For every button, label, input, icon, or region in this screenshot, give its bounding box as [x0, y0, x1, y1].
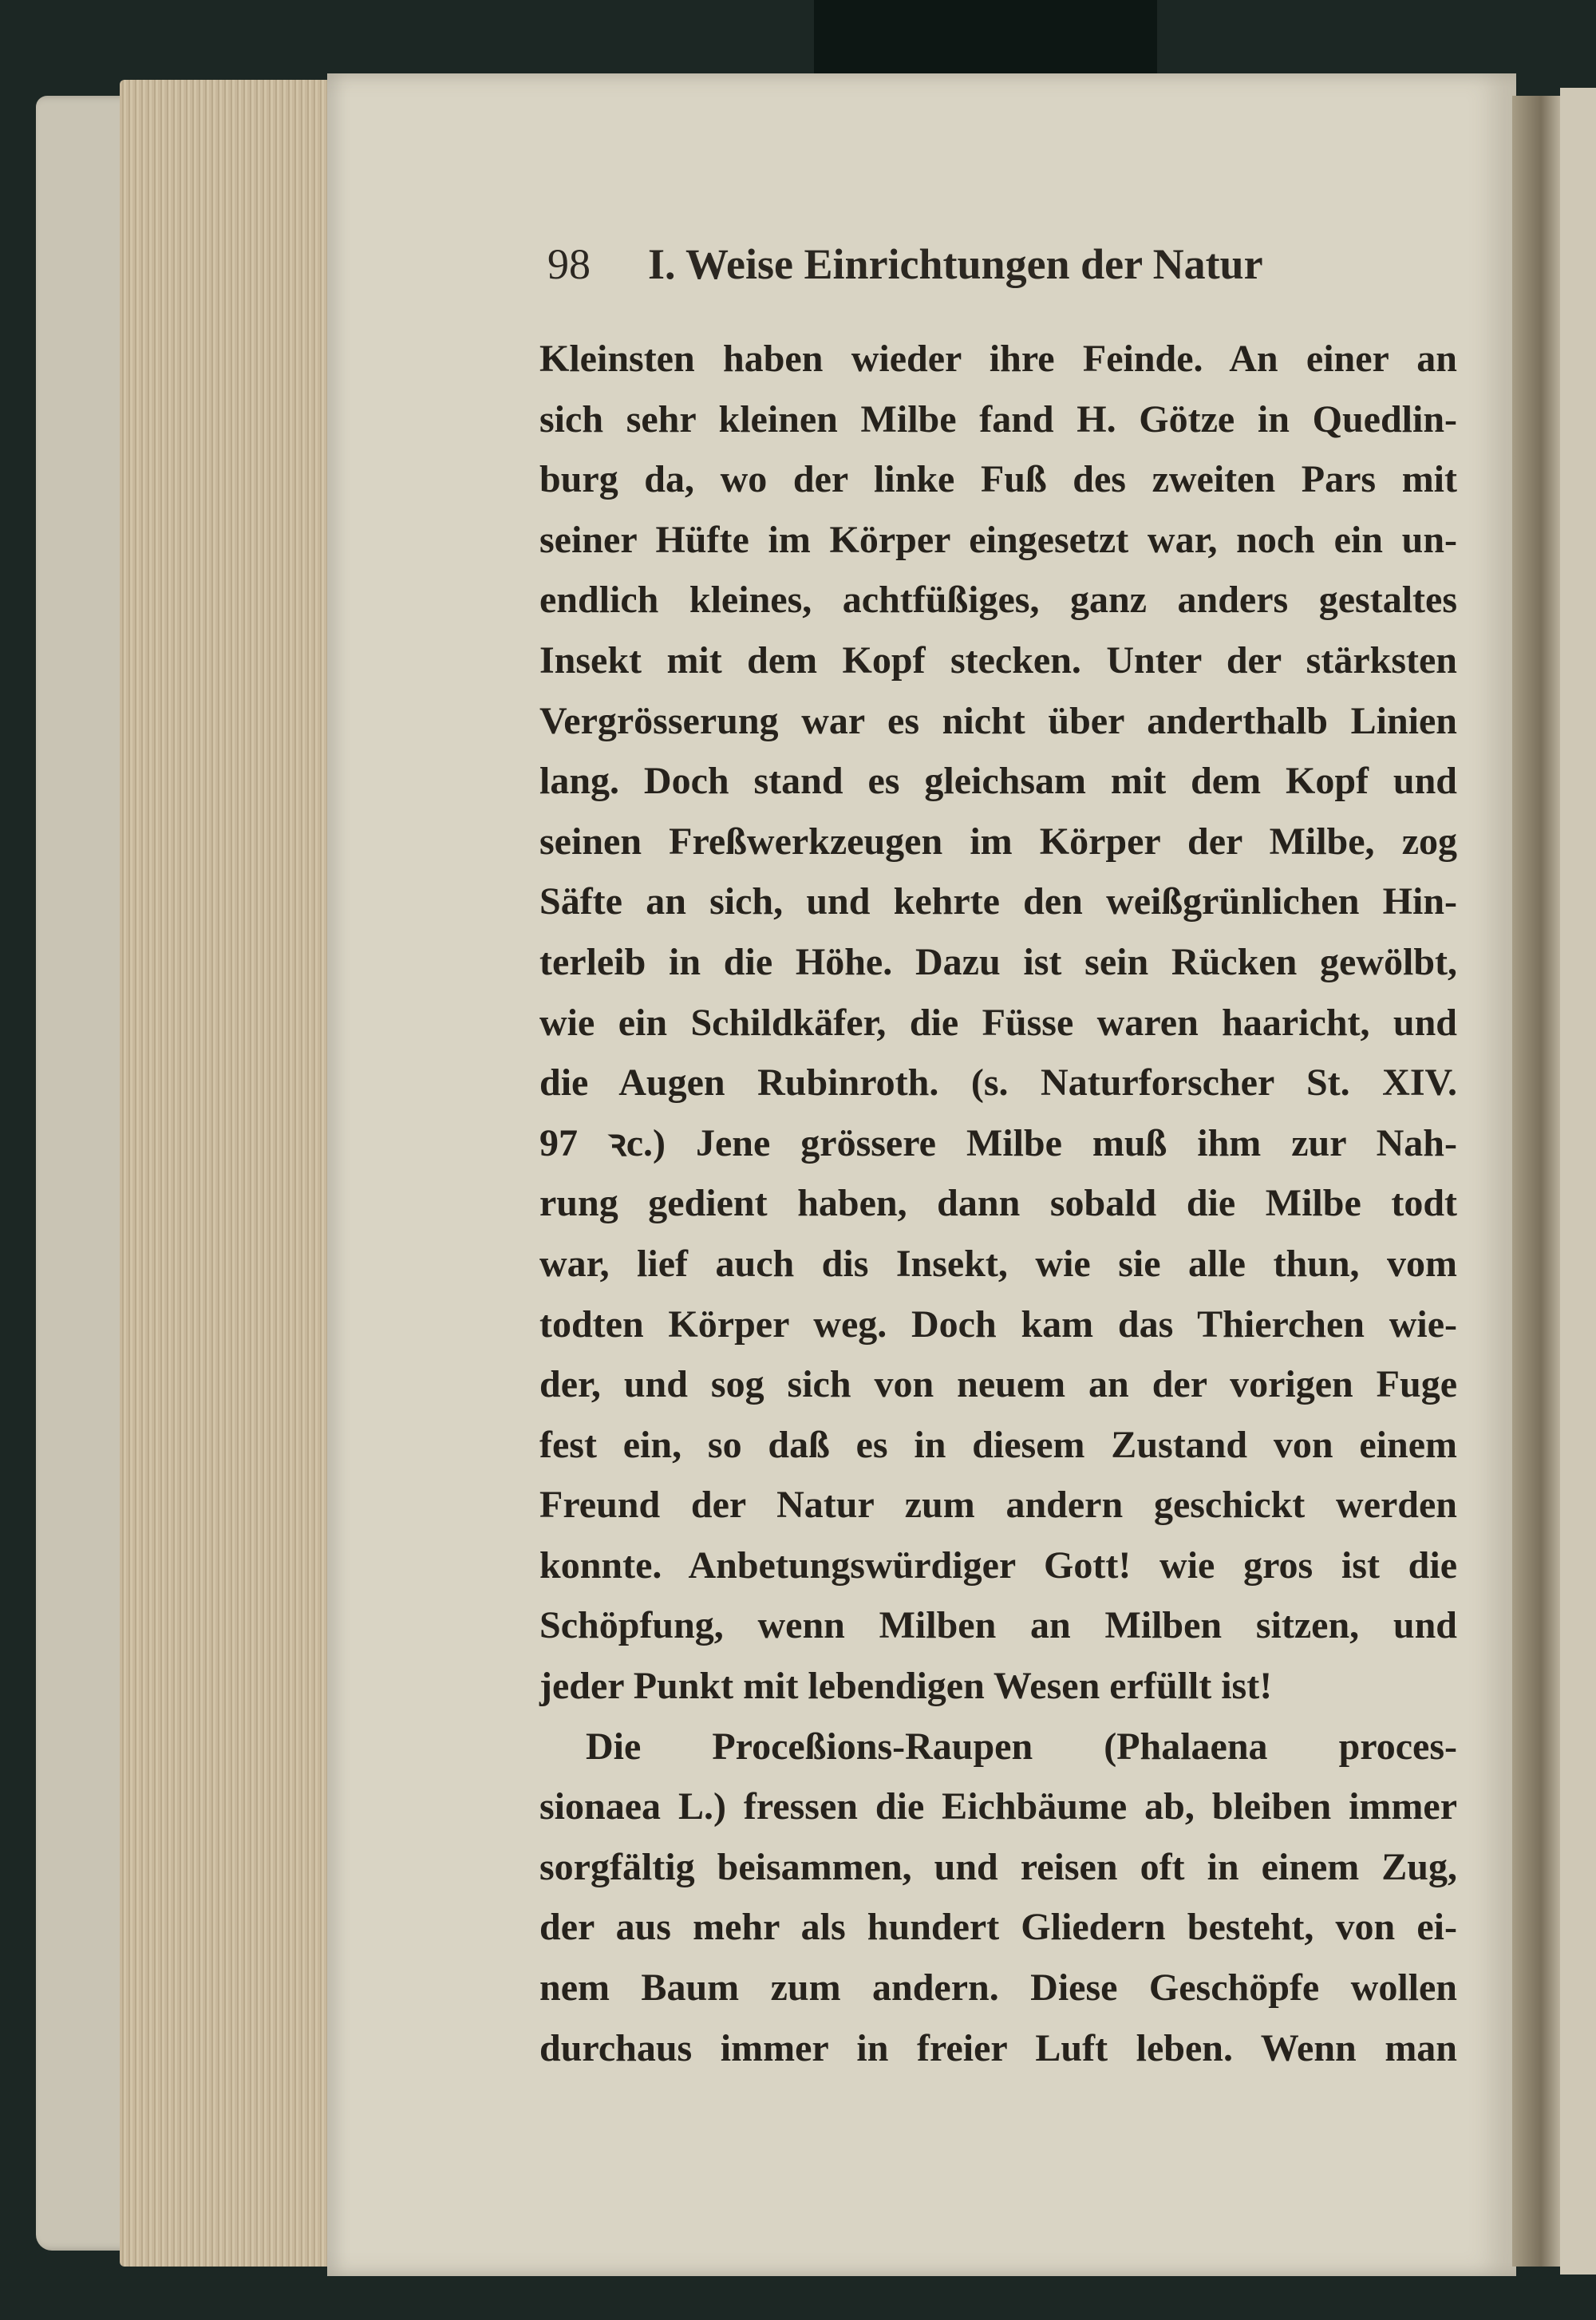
text-line: sorgfältig beisammen, und reisen oft in einem Zug,: [539, 1845, 1457, 1888]
text-line: seiner Hüfte im Körper eingesetzt war, noch ein un-: [539, 518, 1457, 561]
text-line: sich sehr kleinen Milbe fand H. Götze in Quedlin-: [539, 397, 1457, 441]
text-line: Die Proceßions-Raupen (Phalaena proces-: [586, 1725, 1457, 1768]
text-line: endlich kleines, achtfüßiges, ganz anders gestaltes: [539, 579, 1457, 622]
book-gutter: [1512, 96, 1560, 2267]
text-line: wie ein Schildkäfer, die Füsse waren haaricht, und: [539, 1001, 1457, 1044]
text-line: Säfte an sich, und kehrte den weißgrünlichen Hin-: [539, 880, 1457, 923]
text-line: Vergrösserung war es nicht über anderthalb Linien: [539, 699, 1457, 742]
text-line: sionaea L.) fressen die Eichbäume ab, bleiben immer: [539, 1785, 1457, 1828]
text-line: Schöpfung, wenn Milben an Milben sitzen, und: [539, 1604, 1457, 1647]
text-line: jeder Punkt mit lebendigen Wesen erfüllt ist!: [539, 1665, 1273, 1708]
text-line: fest ein, so daß es in diesem Zustand von einem: [539, 1423, 1457, 1466]
text-line: konnte. Anbetungswürdiger Gott! wie gros ist die: [539, 1543, 1457, 1587]
text-line: 97 ꝛc.) Jene grössere Milbe muß ihm zur Nah-: [539, 1121, 1457, 1164]
text-line: war, lief auch dis Insekt, wie sie alle thun, vom: [539, 1242, 1457, 1285]
facing-page-edge: [1560, 88, 1596, 2275]
text-line: der, und sog sich von neuem an der vorigen Fuge: [539, 1363, 1457, 1406]
text-line: burg da, wo der linke Fuß des zweiten Pars mit: [539, 458, 1457, 501]
running-header: [547, 239, 1457, 289]
page-number: 98: [547, 240, 591, 288]
text-line: die Augen Rubinroth. (s. Naturforscher St. XIV.: [539, 1061, 1457, 1105]
text-line: durchaus immer in freier Luft leben. Wenn man: [539, 2026, 1457, 2069]
text-line: seinen Freßwerkzeugen im Körper der Milbe, zog: [539, 820, 1457, 863]
text-line: Insekt mit dem Kopf stecken. Unter der stärksten: [539, 638, 1457, 682]
text-line: nem Baum zum andern. Diese Geschöpfe wollen: [539, 1966, 1457, 2010]
page-stack-edge: [120, 80, 335, 2267]
running-title: I. Weise Einrichtungen der Natur: [648, 240, 1263, 288]
text-line: terleib in die Höhe. Dazu ist sein Rücken gewölbt,: [539, 940, 1457, 983]
text-line: rung gedient haben, dann sobald die Milbe todt: [539, 1182, 1457, 1225]
text-line: todten Körper weg. Doch kam das Thierchen wie-: [539, 1302, 1457, 1346]
text-line: der aus mehr als hundert Gliedern besteht, von ei-: [539, 1906, 1457, 1949]
page-body: [539, 329, 1457, 2078]
text-line: lang. Doch stand es gleichsam mit dem Kopf und: [539, 760, 1457, 803]
text-line: Kleinsten haben wieder ihre Feinde. An einer an: [539, 338, 1457, 380]
text-line: Freund der Natur zum andern geschickt werden: [539, 1484, 1457, 1527]
